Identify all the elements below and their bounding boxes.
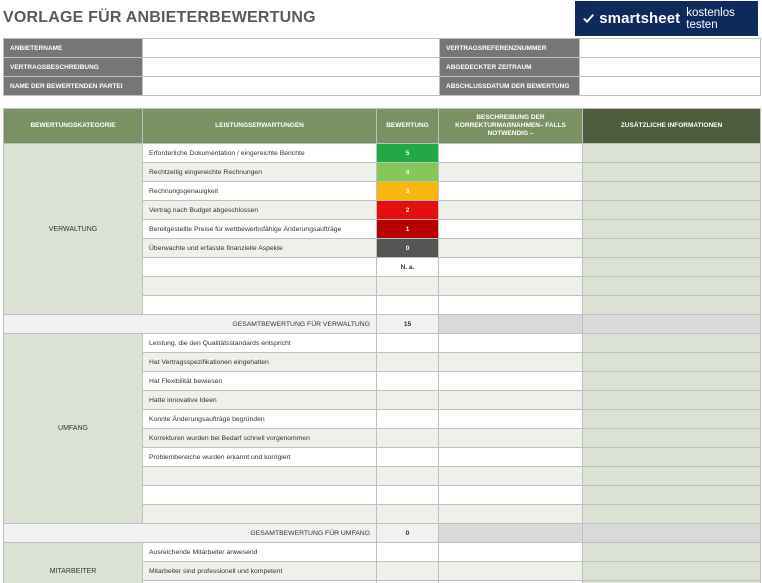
additional-cell[interactable] — [583, 239, 761, 258]
label-period: ABGEDECKTER ZEITRAUM — [440, 58, 580, 77]
smartsheet-logo-button[interactable] — [575, 1, 758, 36]
expectation-cell[interactable]: Hatte innovative Ideen — [143, 391, 377, 410]
expectation-cell[interactable]: Überwachte und erfasste finanzielle Aspekte — [143, 239, 377, 258]
label-contract-desc: VERTRAGSBESCHREIBUNG — [4, 58, 143, 77]
total-additional-cell — [583, 315, 761, 334]
table-row — [4, 334, 761, 353]
description-cell[interactable] — [439, 277, 583, 296]
additional-cell[interactable] — [583, 429, 761, 448]
rating-cell[interactable] — [377, 410, 439, 429]
additional-cell[interactable] — [583, 562, 761, 581]
total-row-verwaltung — [4, 315, 761, 334]
category-mitarbeiter: MITARBEITER — [4, 543, 143, 583]
additional-cell[interactable] — [583, 467, 761, 486]
logo-brand: smartsheet — [599, 10, 681, 27]
description-cell[interactable] — [439, 448, 583, 467]
description-cell[interactable] — [439, 486, 583, 505]
header-description: BESCHREIBUNG DER KORREKTURMAẞNAHMEN– FALLS NOTWENDIG – — [439, 109, 583, 144]
rating-cell[interactable] — [377, 429, 439, 448]
checkmark-icon — [583, 12, 594, 25]
description-cell[interactable] — [439, 144, 583, 163]
additional-cell[interactable] — [583, 144, 761, 163]
expectation-cell[interactable]: Bereitgestellte Preise für wettbewerbsfähige Änderungsaufträge — [143, 220, 377, 239]
expectation-cell[interactable] — [143, 505, 377, 524]
header-rating: BEWERTUNG — [377, 109, 439, 144]
header-expectations: LEISTUNGSERWARTUNGEN — [143, 109, 377, 144]
rating-cell[interactable] — [377, 486, 439, 505]
evaluation-table — [3, 108, 761, 583]
logo-tagline: kostenlos testen — [686, 6, 735, 31]
description-cell[interactable] — [439, 353, 583, 372]
additional-cell[interactable] — [583, 543, 761, 562]
total-additional-cell — [583, 524, 761, 543]
additional-cell[interactable] — [583, 201, 761, 220]
rating-cell[interactable] — [377, 372, 439, 391]
description-cell[interactable] — [439, 201, 583, 220]
rating-cell[interactable]: 1 — [377, 220, 439, 239]
expectation-cell[interactable]: Konnte Änderungsaufträge begründen — [143, 410, 377, 429]
description-cell[interactable] — [439, 429, 583, 448]
expectation-cell[interactable] — [143, 486, 377, 505]
category-umfang: UMFANG — [4, 334, 143, 524]
rating-cell[interactable] — [377, 448, 439, 467]
rating-cell[interactable]: 5 — [377, 144, 439, 163]
additional-cell[interactable] — [583, 448, 761, 467]
description-cell[interactable] — [439, 410, 583, 429]
description-cell[interactable] — [439, 163, 583, 182]
rating-cell[interactable] — [377, 562, 439, 581]
rating-cell[interactable]: 4 — [377, 163, 439, 182]
total-description-cell — [439, 524, 583, 543]
expectation-cell[interactable] — [143, 258, 377, 277]
expectation-cell[interactable]: Korrekturen wurden bei Bedarf schnell vorgenommen — [143, 429, 377, 448]
description-cell[interactable] — [439, 334, 583, 353]
rating-cell[interactable] — [377, 467, 439, 486]
total-row-umfang — [4, 524, 761, 543]
header-category: BEWERTUNGSKATEGORIE — [4, 109, 143, 144]
description-cell[interactable] — [439, 562, 583, 581]
description-cell[interactable] — [439, 239, 583, 258]
total-value-verwaltung: 15 — [377, 315, 439, 334]
additional-cell[interactable] — [583, 505, 761, 524]
contract-ref-field[interactable] — [580, 39, 761, 58]
additional-cell[interactable] — [583, 410, 761, 429]
description-cell[interactable] — [439, 372, 583, 391]
additional-cell[interactable] — [583, 391, 761, 410]
evaluator-field[interactable] — [143, 77, 440, 96]
label-contract-ref: VERTRAGSREFERENZNUMMER — [440, 39, 580, 58]
period-field[interactable] — [580, 58, 761, 77]
expectation-cell[interactable] — [143, 296, 377, 315]
rating-cell[interactable] — [377, 334, 439, 353]
description-cell[interactable] — [439, 505, 583, 524]
label-evaluator: NAME DER BEWERTENDEN PARTEI — [4, 77, 143, 96]
expectation-cell[interactable] — [143, 277, 377, 296]
rating-cell[interactable] — [377, 277, 439, 296]
header-additional: ZUSÄTZLICHE INFORMATIONEN — [583, 109, 761, 144]
description-cell[interactable] — [439, 258, 583, 277]
rating-cell[interactable]: 2 — [377, 201, 439, 220]
table-row — [4, 543, 761, 562]
expectation-cell[interactable]: Hat Flexibilität bewiesen — [143, 372, 377, 391]
description-cell[interactable] — [439, 220, 583, 239]
rating-cell[interactable] — [377, 391, 439, 410]
additional-cell[interactable] — [583, 182, 761, 201]
rating-cell[interactable] — [377, 543, 439, 562]
expectation-cell[interactable]: Ausreichende Mitarbeiter anwesend — [143, 543, 377, 562]
description-cell[interactable] — [439, 543, 583, 562]
total-label-verwaltung: GESAMTBEWERTUNG FÜR VERWALTUNG — [4, 315, 377, 334]
total-description-cell — [439, 315, 583, 334]
expectation-cell[interactable] — [143, 467, 377, 486]
rating-cell[interactable] — [377, 296, 439, 315]
info-table — [3, 38, 761, 96]
description-cell[interactable] — [439, 296, 583, 315]
expectation-cell[interactable]: Erforderliche Dokumentation / eingereichte Berichte — [143, 144, 377, 163]
description-cell[interactable] — [439, 182, 583, 201]
rating-cell[interactable] — [377, 505, 439, 524]
rating-cell[interactable]: N. a. — [377, 258, 439, 277]
rating-cell[interactable]: 3 — [377, 182, 439, 201]
category-verwaltung: VERWALTUNG — [4, 144, 143, 315]
expectation-cell[interactable]: Mitarbeiter sind professionell und kompetent — [143, 562, 377, 581]
expectation-cell[interactable]: Vertrag nach Budget abgeschlossen — [143, 201, 377, 220]
expectation-cell[interactable]: Hat Vertragsspezifikationen eingehalten — [143, 353, 377, 372]
contract-desc-field[interactable] — [143, 58, 440, 77]
label-vendor-name: ANBIETERNAME — [4, 39, 143, 58]
page-title: VORLAGE FÜR ANBIETERBEWERTUNG — [3, 9, 316, 26]
additional-cell[interactable] — [583, 353, 761, 372]
expectation-cell[interactable]: Rechnungsgenauigkeit — [143, 182, 377, 201]
expectation-cell[interactable]: Leistung, die den Qualitätsstandards entspricht — [143, 334, 377, 353]
additional-cell[interactable] — [583, 334, 761, 353]
additional-cell[interactable] — [583, 277, 761, 296]
expectation-cell[interactable]: Rechtzeitig eingereichte Rechnungen — [143, 163, 377, 182]
rating-cell[interactable]: 0 — [377, 239, 439, 258]
vendor-name-field[interactable] — [143, 39, 440, 58]
additional-cell[interactable] — [583, 486, 761, 505]
additional-cell[interactable] — [583, 163, 761, 182]
table-row — [4, 144, 761, 163]
total-label-umfang: GESAMTBEWERTUNG FÜR UMFANG — [4, 524, 377, 543]
expectation-cell[interactable]: Problembereiche wurden erkannt und korrigiert — [143, 448, 377, 467]
additional-cell[interactable] — [583, 220, 761, 239]
additional-cell[interactable] — [583, 296, 761, 315]
additional-cell[interactable] — [583, 372, 761, 391]
label-completion-date: ABSCHLUSSDATUM DER BEWERTUNG — [440, 77, 580, 96]
rating-cell[interactable] — [377, 353, 439, 372]
description-cell[interactable] — [439, 467, 583, 486]
completion-date-field[interactable] — [580, 77, 761, 96]
additional-cell[interactable] — [583, 258, 761, 277]
description-cell[interactable] — [439, 391, 583, 410]
total-value-umfang: 0 — [377, 524, 439, 543]
